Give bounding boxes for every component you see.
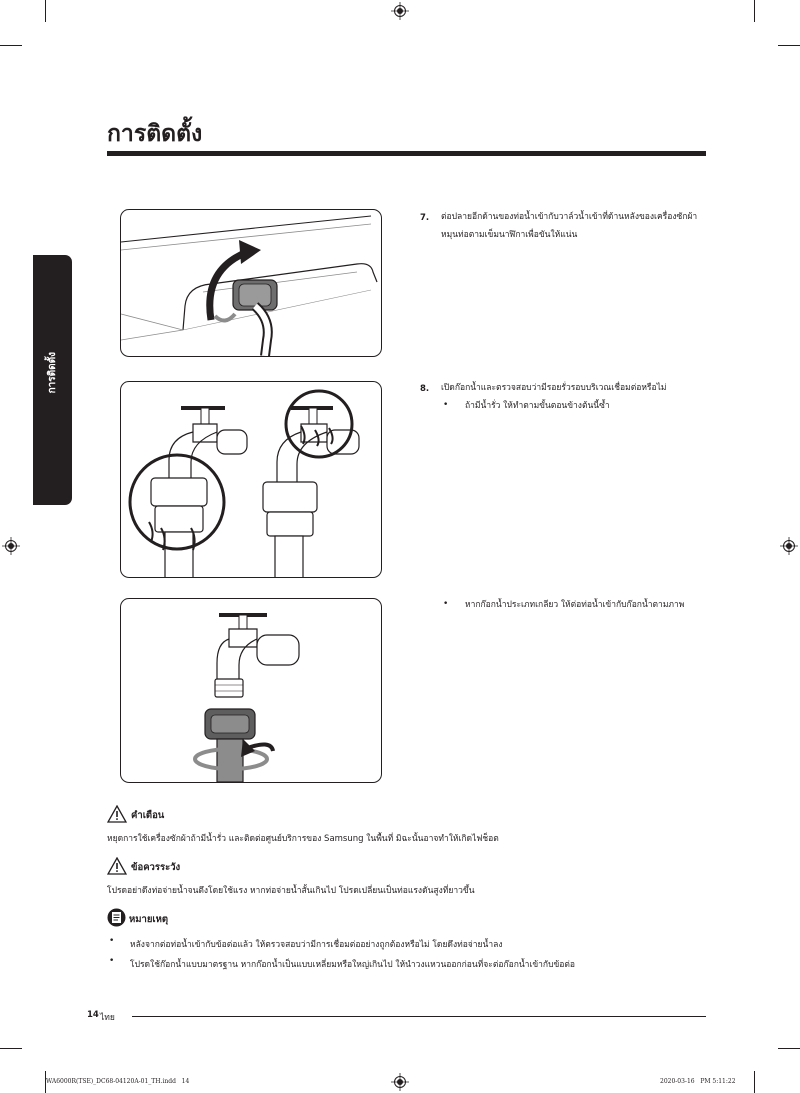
crop-mark [0,1048,22,1049]
registration-mark-icon [2,537,20,555]
registration-mark-icon [391,2,409,20]
footer-divider [132,1016,706,1017]
registration-mark-icon [391,1073,409,1091]
leak-check-illustration [121,382,381,577]
note-heading: หมายเหตุ [129,914,169,925]
threaded-faucet-illustration [121,599,381,782]
step-bullet-text: หากก๊อกน้ำประเภทเกลียว ให้ต่อท่อน้ำเข้ากับก๊อกน้ำตามภาพ [465,600,685,610]
side-tab-label: การติดตั้ง [47,352,58,394]
warning-heading: คำเตือน [131,810,165,821]
caution-text: โปรดอย่าดึงท่อจ่ายน้ำจนตึงโดยใช้แรง หากท่อจ่ายน้ำสั้นเกินไป โปรดเปลี่ยนเป็นท่อแรงดันสูงที่ยาวขึ้น [107,886,475,896]
figure-inlet-connection [120,209,382,357]
crop-mark [754,1071,755,1093]
warning-text: หยุดการใช้เครื่องซักผ้าถ้ามีน้ำรั่ว และติดต่อศูนย์บริการของ Samsung ในพื้นที่ มิฉะนั้นอาจทำให้เกิดไฟช็อต [107,834,499,844]
step-number: 7. [420,213,430,223]
title-divider [107,151,706,156]
step-text-line: เปิดก๊อกน้ำและตรวจสอบว่ามีรอยรั่วรอบบริเวณเชื่อมต่อหรือไม่ [441,383,667,393]
warning-triangle-icon [107,805,127,823]
figure-leak-check [120,381,382,578]
note-icon [107,908,126,927]
step-text-line: ต่อปลายอีกด้านของท่อน้ำเข้ากับวาล์วน้ำเข้าที่ด้านหลังของเครื่องซักผ้า [441,212,698,222]
inlet-connection-illustration [121,210,381,356]
file-slug: WA6000R(TSE)_DC68-04120A-01_TH.indd 14 [46,1078,190,1085]
note-item: หลังจากต่อท่อน้ำเข้ากับข้อต่อแล้ว ให้ตรวจสอบว่ามีการเชื่อมต่ออย่างถูกต้องหรือไม่ โดยดึงท่อจ่ายน้ำลง [130,940,503,950]
crop-mark [0,45,22,46]
footer-language: ไทย [100,1013,115,1023]
figure-threaded-faucet [120,598,382,783]
crop-mark [754,0,755,22]
registration-mark-icon [780,537,798,555]
note-item: โปรดใช้ก๊อกน้ำแบบมาตรฐาน หากก๊อกน้ำเป็นแบบเหลี่ยมหรือใหญ่เกินไป ให้นำวงแหวนออกก่อนที่จะต่อก๊อกน้ำเข้ากับข้อต่อ [130,960,576,970]
crop-mark [778,1048,800,1049]
print-timestamp: 2020-03-16 PM 5:11:22 [660,1078,736,1085]
bullet-dot: • [109,956,115,966]
bullet-dot: • [109,936,115,946]
page-title: การติดตั้ง [107,121,203,147]
crop-mark [778,45,800,46]
bullet-dot: • [443,400,449,410]
crop-mark [45,0,46,22]
caution-heading: ข้อควรระวัง [131,862,181,873]
bullet-dot: • [443,599,449,609]
step-number: 8. [420,384,430,394]
section-side-tab [33,255,72,505]
page-number: 14 [87,1010,99,1020]
step-bullet-text: ถ้ามีน้ำรั่ว ให้ทำตามขั้นตอนข้างต้นนี้ซ้ำ [465,401,610,411]
step-text-line: หมุนท่อตามเข็มนาฬิกาเพื่อขันให้แน่น [441,230,578,240]
caution-triangle-icon [107,857,127,875]
